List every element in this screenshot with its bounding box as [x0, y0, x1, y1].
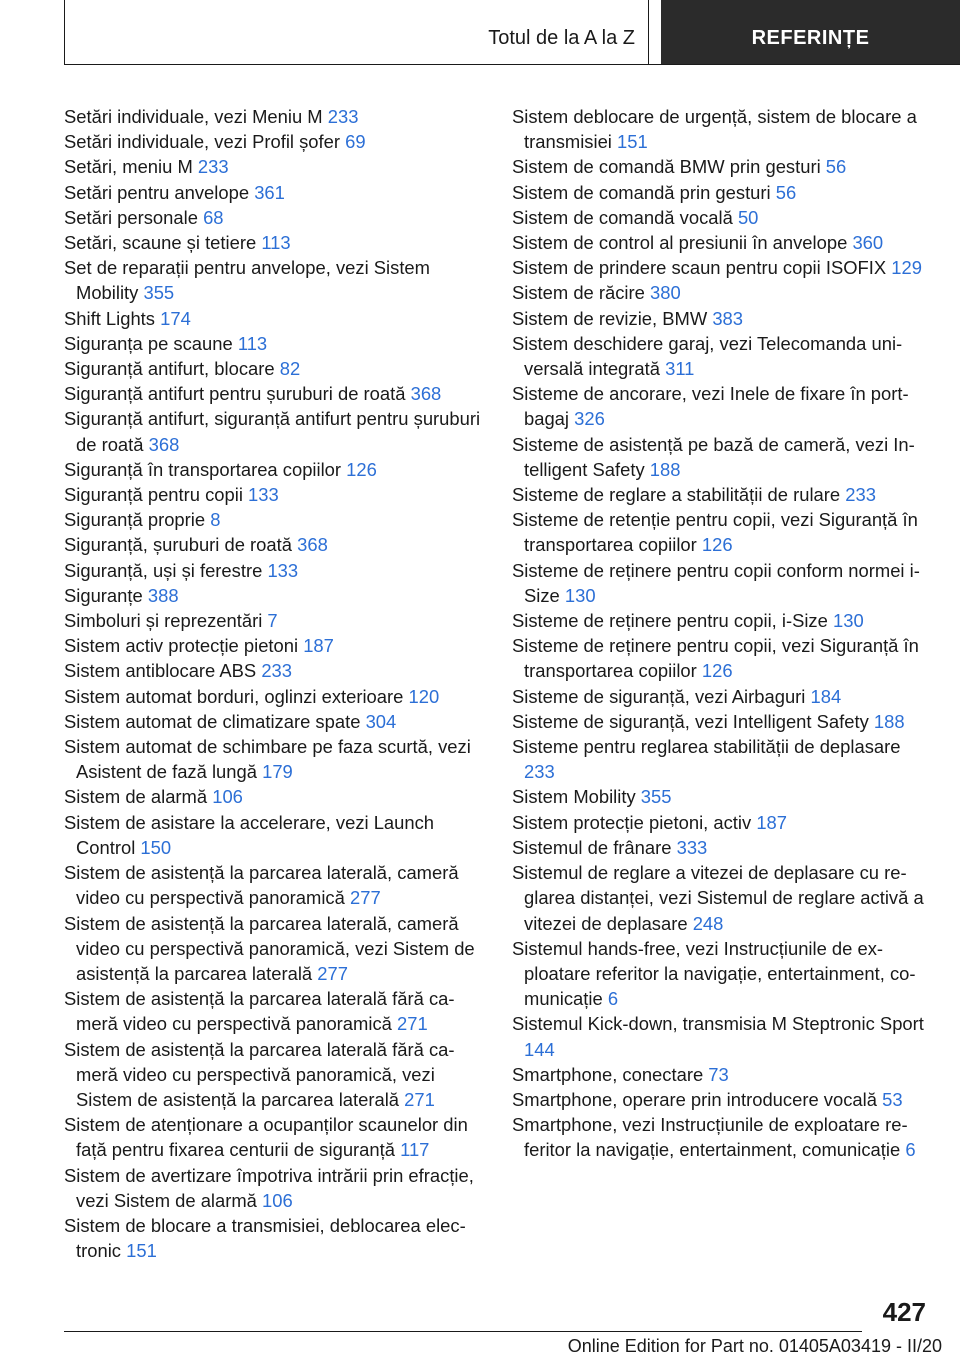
index-entry [512, 205, 928, 230]
index-entry-text: Sistem antiblocare ABS [64, 660, 257, 682]
page-reference-link[interactable]: 233 [327, 106, 359, 127]
index-entry-text: Siguranță în transportarea copiilor [64, 458, 342, 480]
page-reference-link[interactable]: 271 [404, 1088, 435, 1110]
page-reference-link[interactable]: 355 [640, 786, 672, 808]
page-reference-link[interactable]: 277 [317, 962, 348, 984]
page-reference-link[interactable]: 355 [143, 282, 175, 304]
page-reference-link[interactable]: 326 [574, 408, 605, 430]
index-entry-text: Sistem automat de climatizare spate [64, 710, 361, 732]
page-reference-link[interactable]: 188 [873, 710, 905, 732]
index-entry-text: Sisteme de retenție pentru copii, vezi Siguranță în transportarea copiilor [512, 509, 918, 556]
page-reference-link[interactable]: 333 [676, 836, 708, 858]
index-entry [64, 507, 484, 532]
index-entry [512, 936, 928, 1012]
index-entry-text: Sisteme pentru reglarea stabilității de deplasare [512, 736, 901, 758]
index-entry [64, 860, 484, 910]
page-reference-link[interactable]: 368 [297, 534, 328, 556]
index-entry-text: Siguranță pentru copii [64, 484, 243, 506]
index-entry-text: Sistem de asistență la parcarea laterală, cameră video cu perspectivă panoramică, vezi Sistem de asistență la parcarea laterală [64, 912, 475, 984]
index-entry-text: Siguranță antifurt pentru șuruburi de roată [64, 383, 406, 405]
page-reference-link[interactable]: 106 [262, 1189, 293, 1211]
index-entry [64, 608, 484, 633]
index-entry-text: Sistem de asistență la parcarea laterală fără cameră video cu perspectivă panoramică, vezi Sistem de asistență la parcarea laterală [64, 1038, 455, 1110]
index-entry [64, 356, 484, 381]
page-reference-link[interactable]: 126 [701, 534, 733, 556]
page-reference-link[interactable]: 233 [197, 156, 229, 178]
chapter-tab-label: REFERINȚE [751, 27, 870, 49]
page-reference-link[interactable]: 311 [665, 358, 695, 380]
page-reference-link[interactable]: 187 [303, 635, 334, 657]
header-bottom-rule [64, 64, 960, 65]
index-entry [64, 734, 484, 784]
index-entry-text: Sistemul de frânare [512, 836, 672, 858]
index-entry [64, 205, 484, 230]
page-reference-link[interactable]: 368 [410, 383, 442, 405]
index-entry [512, 784, 928, 809]
index-entry [64, 255, 484, 305]
page-reference-link[interactable]: 383 [712, 307, 743, 329]
index-entry [512, 104, 928, 154]
index-entry [64, 986, 484, 1036]
index-entry-text: Setări personale [64, 206, 198, 228]
index-entry-text: Sistem deschidere garaj, vezi Telecomanda universală integrată [512, 332, 903, 380]
page-reference-link[interactable]: 360 [852, 232, 884, 254]
index-entry [512, 608, 928, 633]
index-entry-text: Setări pentru anvelope [64, 181, 250, 203]
page-reference-link[interactable]: 129 [891, 257, 922, 279]
index-entry [64, 129, 484, 154]
index-column-right [512, 104, 928, 1163]
index-entry-text: Sisteme de reglare a stabilității de rulare [512, 484, 841, 506]
index-entry [64, 381, 484, 406]
index-entry-text: Sistem de avertizare împotriva intrării prin efracție, vezi Sistem de alarmă [64, 1164, 474, 1211]
index-entry [512, 1011, 928, 1061]
page-reference-link[interactable]: 50 [737, 206, 759, 228]
page-reference-link[interactable]: 304 [365, 710, 397, 732]
index-entry-text: Sistem activ protecție pietoni [64, 635, 299, 657]
index-entry-text: Sistem de revizie, BMW [512, 307, 708, 329]
page-reference-link[interactable]: 151 [617, 131, 648, 153]
index-entry [512, 507, 928, 557]
index-entry [64, 1037, 484, 1113]
index-entry-text: Smartphone, vezi Instrucțiunile de exploatare referitor la navigație, entertainment, comunicație [512, 1114, 908, 1161]
index-entry-text: Siguranțe [64, 584, 143, 606]
index-entry-text: Sisteme de siguranță, vezi Intelligent Safety [512, 710, 869, 732]
index-entry-text: Siguranță, uși și ferestre [64, 559, 263, 581]
index-entry-text: Sistem deblocare de urgență, sistem de blocare a transmisiei [512, 106, 917, 153]
page-reference-link[interactable]: 133 [248, 484, 279, 506]
index-entry [64, 180, 484, 205]
page-reference-link[interactable]: 233 [524, 761, 555, 783]
page-reference-link[interactable]: 150 [140, 836, 172, 858]
page-reference-link[interactable]: 69 [345, 131, 366, 153]
index-entry [64, 532, 484, 557]
index-entry [64, 154, 484, 179]
page-reference-link[interactable]: 120 [408, 685, 440, 707]
page-reference-link[interactable]: 126 [701, 660, 733, 682]
index-entry-text: Sistemul hands-free, vezi Instrucțiunile de exploatare referitor la navigație, entertainment, comunicație [512, 937, 916, 1010]
index-entry-text: Setări, meniu M [64, 156, 193, 178]
section-title [64, 0, 647, 64]
index-entry [64, 658, 484, 683]
page-reference-link[interactable]: 179 [262, 761, 293, 783]
index-entry-text: Simboluri și reprezentări [64, 610, 263, 632]
index-entry-text: Sistemul Kick-down, transmisia M Steptronic Sport [512, 1013, 924, 1035]
index-entry-text: Setări individuale, vezi Profil șofer [64, 131, 340, 153]
index-entry [64, 331, 484, 356]
page-number: 427 [882, 1297, 926, 1327]
index-entry [512, 255, 928, 280]
page-reference-link[interactable]: 113 [237, 332, 268, 354]
index-entry [512, 482, 928, 507]
page-reference-link[interactable]: 68 [203, 206, 224, 228]
page-reference-link[interactable]: 361 [254, 181, 285, 203]
index-entry [64, 306, 484, 331]
index-column-left [64, 104, 484, 1263]
index-entry-text: Smartphone, conectare [512, 1063, 704, 1085]
index-entry [512, 154, 928, 179]
header-divider [648, 0, 649, 65]
index-entry-text: Sistem Mobility [512, 786, 636, 808]
index-entry-text: Sisteme de reținere pentru copii, i-Size [512, 610, 828, 632]
index-entry-text: Sistem automat borduri, oglinzi exterioare [64, 685, 404, 707]
page-reference-link[interactable]: 106 [212, 786, 243, 808]
index-entry-text: Sistem de control al presiunii în anvelope [512, 232, 848, 254]
index-entry-text: Sistem de blocare a transmisiei, deblocarea electronic [64, 1214, 466, 1262]
index-entry [64, 684, 484, 709]
index-entry-text: Setări, scaune și tetiere [64, 232, 257, 254]
index-entry [512, 1087, 928, 1112]
index-entry [512, 331, 928, 381]
page-reference-link[interactable]: 130 [564, 584, 596, 606]
page-reference-link[interactable]: 233 [261, 660, 292, 682]
index-entry [64, 558, 484, 583]
page-reference-link[interactable]: 151 [126, 1240, 157, 1262]
page-reference-link[interactable]: 8 [210, 509, 221, 531]
page-reference-link[interactable]: 53 [882, 1088, 903, 1110]
page-reference-link[interactable]: 73 [708, 1063, 729, 1085]
index-entry-text: Sistem de comandă vocală [512, 206, 733, 228]
index-entry-text: Sisteme de reținere pentru copii, vezi Siguranță în transportarea copiilor [512, 635, 919, 682]
index-entry [64, 633, 484, 658]
index-entry-text: Sisteme de reținere pentru copii conform normei i-Size [512, 559, 920, 606]
footer-rule [64, 1331, 862, 1332]
index-entry-text: Sistem de alarmă [64, 786, 208, 808]
page-reference-link[interactable]: 130 [832, 610, 864, 632]
index-entry [512, 180, 928, 205]
index-entry [64, 457, 484, 482]
page-reference-link[interactable]: 277 [349, 887, 381, 909]
index-entry [64, 482, 484, 507]
section-title-text: Totul de la A la Z [488, 27, 635, 49]
index-entry [512, 1062, 928, 1087]
index-entry-text: Sisteme de asistență pe bază de cameră, vezi Intelligent Safety [512, 433, 915, 480]
index-entry [512, 810, 928, 835]
index-entry [64, 406, 484, 456]
index-entry [512, 230, 928, 255]
page-reference-link[interactable]: 6 [905, 1139, 916, 1161]
index-entry [64, 104, 484, 129]
index-entry-text: Sistem protecție pietoni, activ [512, 811, 752, 833]
footer-edition-text: Online Edition for Part no. 01405A03419 - II/20 [567, 1336, 942, 1356]
index-entry [512, 432, 928, 482]
index-entry-text: Set de reparații pentru anvelope, vezi Sistem Mobility [64, 257, 430, 304]
page-reference-link[interactable]: 56 [775, 181, 797, 203]
index-entry-text: Sistem de asistență la parcarea laterală fără cameră video cu perspectivă panoramică [64, 988, 455, 1035]
index-entry-text: Setări individuale, vezi Meniu M [64, 106, 323, 127]
index-entry-text: Sistem de comandă prin gesturi [512, 181, 771, 203]
page-reference-link[interactable]: 380 [650, 282, 681, 304]
page-reference-link[interactable]: 113 [261, 232, 291, 254]
index-entry [64, 1163, 484, 1213]
index-entry-text: Sistem de asistență la parcarea laterală, cameră video cu perspectivă panoramică [64, 862, 459, 909]
page-reference-link[interactable]: 117 [400, 1139, 430, 1161]
page-reference-link[interactable]: 388 [147, 584, 179, 606]
index-entry-text: Smartphone, operare prin introducere vocală [512, 1088, 877, 1110]
index-entry-text: Sistem de prindere scaun pentru copii ISOFIX [512, 257, 887, 279]
index-entry-text: Siguranță antifurt, siguranță antifurt pentru șuruburi de roată [64, 408, 481, 455]
index-entry [512, 734, 928, 784]
index-entry [512, 633, 928, 683]
index-entry-text: Siguranță proprie [64, 509, 206, 531]
index-entry [64, 784, 484, 809]
index-entry [64, 911, 484, 987]
page-reference-link[interactable]: 271 [397, 1013, 428, 1035]
index-entry-text: Sistem de răcire [512, 282, 645, 304]
index-entry [512, 835, 928, 860]
index-entry-text: Siguranță antifurt, blocare [64, 358, 275, 380]
page-reference-link[interactable]: 174 [160, 307, 191, 329]
index-entry [64, 1213, 484, 1263]
index-entry [64, 709, 484, 734]
index-entry [64, 810, 484, 860]
index-entry [512, 709, 928, 734]
index-entry [512, 860, 928, 936]
index-entry-text: Sistem de asistare la accelerare, vezi Launch Control [64, 811, 435, 858]
index-entry [64, 230, 484, 255]
page-reference-link[interactable]: 126 [346, 458, 377, 480]
page-reference-link[interactable]: 187 [756, 811, 787, 833]
index-entry-text: Sisteme de ancorare, vezi Inele de fixare în portbagaj [512, 383, 909, 430]
page-reference-link[interactable]: 7 [267, 610, 278, 632]
page-reference-link[interactable]: 233 [845, 484, 876, 506]
index-entry-text: Siguranță, șuruburi de roată [64, 534, 292, 556]
index-entry [512, 306, 928, 331]
index-entry [512, 558, 928, 608]
index-entry-text: Sisteme de siguranță, vezi Airbaguri [512, 685, 806, 707]
index-entry-text: Shift Lights [64, 307, 155, 329]
index-entry-text: Siguranța pe scaune [64, 332, 233, 354]
index-entry-text: Sistem automat de schimbare pe faza scurtă, vezi Asistent de fază lungă [64, 736, 471, 783]
chapter-tab[interactable] [661, 0, 960, 64]
page-reference-link[interactable]: 184 [810, 685, 842, 707]
page-reference-link[interactable]: 56 [825, 156, 847, 178]
index-entry [512, 381, 928, 431]
page-reference-link[interactable]: 133 [267, 559, 299, 581]
index-entry [64, 1112, 484, 1162]
index-entry-text: Sistem de atenționare a ocupanților scaunelor din față pentru fixarea centurii de siguranță [64, 1114, 468, 1161]
page-reference-link[interactable]: 82 [279, 358, 301, 380]
page-reference-link[interactable]: 248 [692, 912, 724, 934]
page-reference-link[interactable]: 144 [524, 1038, 555, 1060]
index-entry [512, 684, 928, 709]
index-entry-text: Sistemul de reglare a vitezei de deplasare cu reglarea distanței, vezi Sistemul de reglare activă a vitezei de deplasare [512, 862, 924, 934]
page-reference-link[interactable]: 6 [607, 988, 619, 1010]
index-entry [512, 280, 928, 305]
page-reference-link[interactable]: 368 [148, 433, 180, 455]
index-entry [64, 583, 484, 608]
index-entry-text: Sistem de comandă BMW prin gesturi [512, 156, 821, 178]
page-reference-link[interactable]: 188 [649, 458, 681, 480]
index-entry [512, 1112, 928, 1162]
